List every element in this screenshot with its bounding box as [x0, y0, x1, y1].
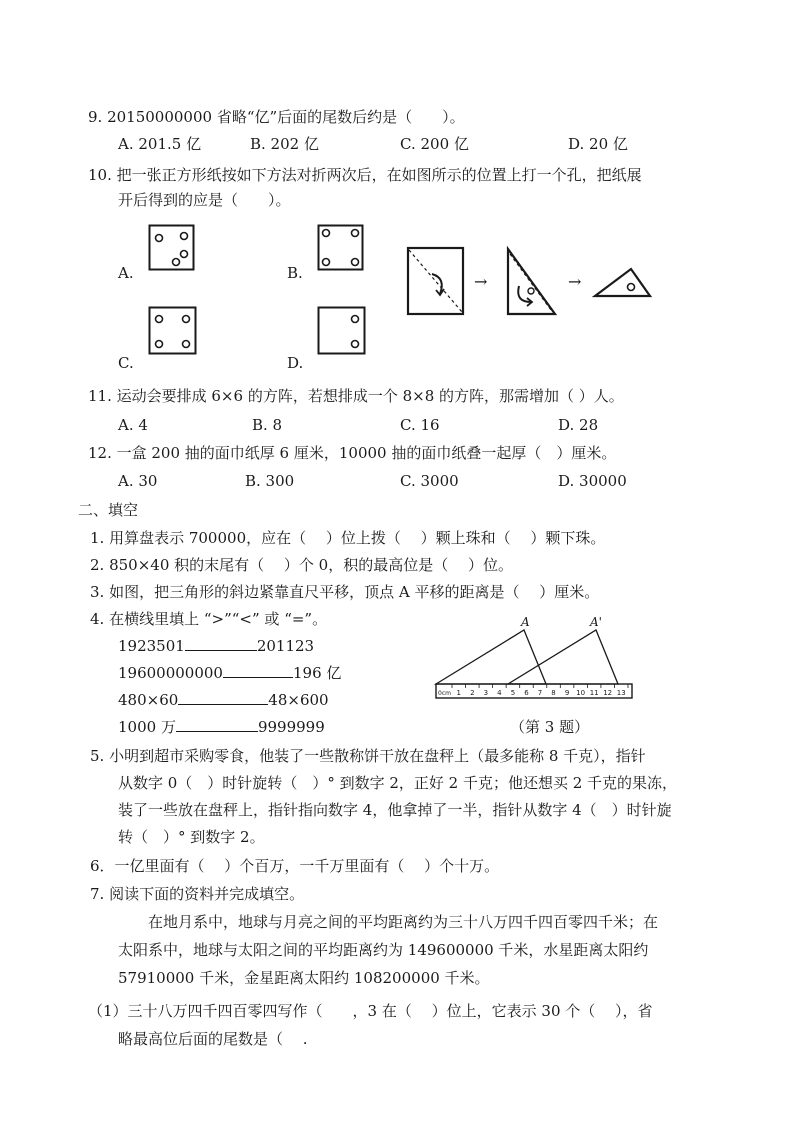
ruler-caption: （第 3 题）: [510, 718, 590, 736]
ruler-figure: [432, 612, 638, 706]
q12-option-b[interactable]: B. 300: [245, 472, 295, 490]
compare-2-blank[interactable]: [223, 663, 293, 678]
vertex-a-prime-label: A': [590, 615, 602, 629]
section-2-title: 二、填空: [78, 501, 139, 519]
ruler-tick-label: 1: [456, 689, 462, 697]
compare-2-right: 196 亿: [292, 664, 342, 682]
compare-3-right: 48×600: [268, 691, 329, 709]
q11-option-c[interactable]: C. 16: [400, 416, 440, 434]
q12-option-a[interactable]: A. 30: [118, 472, 158, 490]
fill-2: 2. 850×40 积的末尾有（ ）个 0，积的最高位是（ ）位。: [90, 556, 513, 574]
fold-step2-triangle: [505, 246, 559, 318]
compare-row-4: [118, 717, 325, 737]
q10-option-a-figure[interactable]: [148, 224, 196, 272]
triangle-translated: [508, 630, 618, 684]
q10-option-c-label[interactable]: C.: [118, 354, 134, 372]
fill-1: 1. 用算盘表示 700000，应在（ ）位上拨（ ）颗上珠和（ ）颗下珠。: [90, 529, 606, 547]
q9-option-c[interactable]: C. 200 亿: [400, 135, 469, 153]
compare-1-right: 201123: [256, 637, 315, 655]
fold-step1-square: [406, 246, 466, 318]
fill-4-stem: 4. 在横线里填上 “>”“<” 或 “=”。: [90, 610, 328, 628]
q10-option-b-label[interactable]: B.: [287, 264, 303, 282]
q11-option-b[interactable]: B. 8: [252, 416, 283, 434]
q9-stem: 9. 20150000000 省略“亿”后面的尾数后约是（ ）。: [88, 108, 465, 126]
ruler-tick-label: 4: [497, 689, 502, 697]
fill-5-line1: 5. 小明到超市采购零食，他装了一些散称饼干放在盘秤上（最多能称 8 千克），指针: [90, 747, 646, 765]
ruler-tick-label: 2: [470, 689, 475, 697]
ruler-tick-label: 11: [589, 689, 599, 697]
fill-7-para1: 在地月系中，地球与月亮之间的平均距离约为三十八万四千四百零四千米；在: [148, 913, 659, 931]
ruler-tick-label: 12: [603, 689, 613, 697]
fill-5-line3: 装了一些放在盘秤上，指针指向数字 4，他拿掉了一半，指针从数字 4（ ）时针旋: [118, 801, 672, 819]
fill-3: 3. 如图，把三角形的斜边紧靠直尺平移，顶点 A 平移的距离是（ ）厘米。: [90, 583, 600, 601]
vertex-a-label: A: [521, 615, 530, 629]
triangle-original: [436, 630, 546, 684]
fill-7-para3: 57910000 千米，金星距离太阳约 108200000 千米。: [118, 969, 490, 987]
q10-option-b-figure[interactable]: [317, 224, 365, 272]
q9-option-d[interactable]: D. 20 亿: [568, 135, 628, 153]
compare-3-left: 480×60: [118, 691, 179, 709]
compare-row-3: [118, 690, 329, 710]
compare-4-right: 9999999: [257, 718, 325, 736]
fill-7-sub1-line2: 略最高位后面的尾数是（ .: [118, 1030, 308, 1048]
q10-option-d-label[interactable]: D.: [287, 354, 304, 372]
fill-5-line4: 转（ ）° 到数字 2。: [118, 828, 265, 846]
ruler-tick-label: 10: [576, 689, 586, 697]
ruler-tick-label: 13: [616, 689, 626, 697]
compare-1-left: 1923501: [118, 637, 185, 655]
q12-stem: 12. 一盒 200 抽的面巾纸厚 6 厘米，10000 抽的面巾纸叠一起厚（ ）厘米。: [88, 444, 617, 462]
q10-stem-line2: 开后得到的应是（ ）。: [118, 191, 291, 209]
q9-option-a[interactable]: A. 201.5 亿: [118, 135, 202, 153]
q11-option-a[interactable]: A. 4: [118, 416, 148, 434]
fold-arrow-1: →: [474, 272, 488, 291]
compare-3-blank[interactable]: [178, 690, 268, 705]
ruler-tick-label: 7: [537, 689, 543, 697]
q10-stem-line1: 10. 把一张正方形纸按如下方法对折两次后，在如图所示的位置上打一个孔，把纸展: [88, 166, 642, 184]
ruler-tick-label: 3: [483, 689, 489, 697]
compare-4-left: 1000 万: [118, 718, 176, 736]
compare-row-2: [118, 663, 341, 683]
ruler-tick-label: 5: [510, 689, 516, 697]
q10-option-a-label[interactable]: A.: [118, 264, 134, 282]
q11-option-d[interactable]: D. 28: [558, 416, 599, 434]
fill-7-para2: 太阳系中，地球与太阳之间的平均距离约为 149600000 千米，水星距离太阳约: [118, 941, 649, 959]
fill-5-line2: 从数字 0（ ）时针旋转（ ）° 到数字 2，正好 2 千克；他还想买 2 千克的果冻，: [118, 774, 678, 792]
compare-2-left: 19600000000: [118, 664, 223, 682]
q12-option-c[interactable]: C. 3000: [400, 472, 459, 490]
q10-option-d-figure[interactable]: [317, 306, 367, 356]
fill-7-sub1-line1: （1）三十八万四千四百零四写作（ ，3 在（ ）位上，它表示 30 个（ ），省: [88, 1002, 653, 1020]
q10-option-c-figure[interactable]: [148, 306, 198, 356]
fill-7-stem: 7. 阅读下面的资料并完成填空。: [90, 885, 305, 903]
ruler-tick-label: 6: [524, 689, 529, 697]
q9-option-b[interactable]: B. 202 亿: [250, 135, 319, 153]
fold-arrow-2: →: [568, 272, 582, 291]
q11-stem: 11. 运动会要排成 6×6 的方阵，若想排成一个 8×8 的方阵，那需增加（ ）人。: [88, 387, 624, 405]
fold-step3-small-triangle: [592, 266, 654, 300]
ruler-zero-label: 0cm: [438, 690, 451, 697]
q12-option-d[interactable]: D. 30000: [558, 472, 627, 490]
ruler-tick-label: 8: [551, 689, 556, 697]
ruler-tick-label: 9: [564, 689, 570, 697]
compare-1-blank[interactable]: [185, 636, 257, 651]
fill-6: 6．一亿里面有（ ）个百万，一千万里面有（ ）个十万。: [90, 857, 500, 875]
compare-row-1: [118, 636, 314, 656]
compare-4-blank[interactable]: [176, 717, 258, 732]
